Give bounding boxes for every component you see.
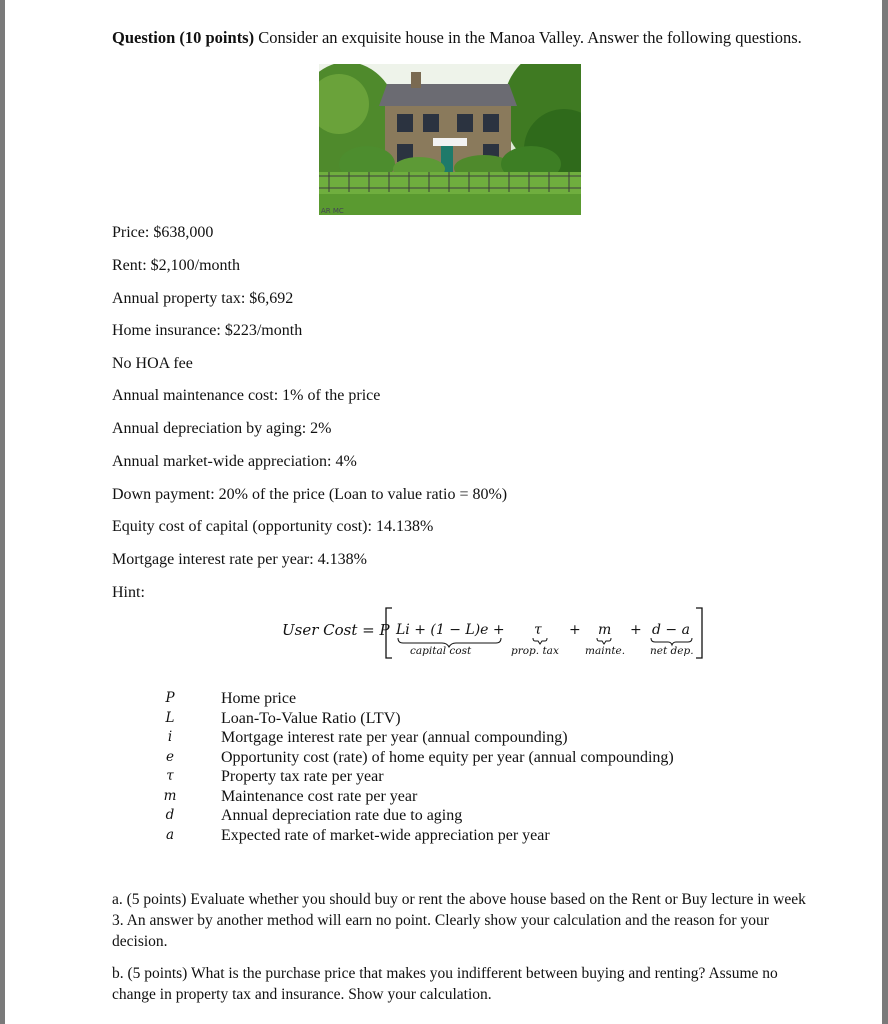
fact-down-payment: Down payment: 20% of the price (Loan to value ratio = 80%) bbox=[112, 486, 508, 503]
formula-graphic bbox=[282, 600, 712, 666]
house-illustration bbox=[319, 64, 581, 215]
question-title bbox=[112, 28, 802, 48]
definition-symbol: m bbox=[163, 787, 177, 804]
photo-watermark: AR MC bbox=[321, 207, 344, 215]
formula-lhs: User Cost = P bbox=[282, 621, 390, 639]
definition-symbol: d bbox=[165, 807, 175, 823]
fact-appreciation: Annual market-wide appreciation: 4% bbox=[112, 453, 357, 470]
underbrace-mainte bbox=[597, 638, 611, 644]
left-page-border bbox=[0, 0, 5, 1024]
question-b: b. (5 points) What is the purchase price that makes you indifferent between buying and renting? Assume no change in property tax and insurance. Show your calculation. bbox=[112, 965, 778, 1003]
formula-plus-1: + bbox=[569, 622, 581, 638]
underbrace-dep bbox=[651, 638, 692, 645]
label-mainte: mainte. bbox=[585, 645, 626, 657]
fact-price: Price: $638,000 bbox=[112, 224, 214, 241]
fact-property-tax: Annual property tax: $6,692 bbox=[112, 290, 294, 307]
house-photo bbox=[319, 64, 581, 215]
definition-symbol: i bbox=[167, 729, 173, 745]
fact-depreciation: Annual depreciation by aging: 2% bbox=[112, 420, 332, 437]
definition-text: Opportunity cost (rate) of home equity per year (annual compounding) bbox=[221, 748, 674, 766]
user-cost-formula bbox=[282, 600, 712, 666]
definition-symbol: a bbox=[165, 826, 175, 843]
question-label: Question (10 points) bbox=[112, 28, 255, 47]
fact-hoa: No HOA fee bbox=[112, 355, 193, 372]
question-a: a. (5 points) Evaluate whether you should buy or rent the above house based on the Rent or Buy lecture in week 3. An answer by another method will earn no point. Clearly show your calculation and the reason for your decision. bbox=[112, 891, 806, 950]
fact-maintenance: Annual maintenance cost: 1% of the price bbox=[112, 387, 381, 404]
definition-symbol: L bbox=[165, 709, 175, 726]
definition-text: Annual depreciation rate due to aging bbox=[221, 807, 463, 824]
underbrace-tax bbox=[533, 638, 547, 644]
definition-text: Expected rate of market-wide appreciation per year bbox=[221, 826, 550, 844]
bracket-right bbox=[696, 608, 702, 658]
definition-symbol: e bbox=[166, 748, 174, 765]
definition-text: Mortgage interest rate per year (annual compounding) bbox=[221, 729, 568, 746]
question-intro: Consider an exquisite house in the Manoa Valley. Answer the following questions. bbox=[254, 28, 802, 47]
hint-label: Hint: bbox=[112, 584, 145, 601]
formula-dep-term: d − a bbox=[652, 622, 690, 638]
definition-text: Loan-To-Value Ratio (LTV) bbox=[221, 709, 401, 727]
right-page-border bbox=[882, 0, 888, 1024]
definition-text: Home price bbox=[221, 690, 297, 707]
formula-m: m bbox=[598, 622, 612, 638]
fact-rent: Rent: $2,100/month bbox=[112, 257, 240, 274]
definition-symbol: P bbox=[165, 690, 175, 706]
definition-text: Property tax rate per year bbox=[221, 768, 384, 785]
definition-text: Maintenance cost rate per year bbox=[221, 787, 418, 805]
formula-plus-2: + bbox=[630, 622, 642, 638]
fact-mortgage-rate: Mortgage interest rate per year: 4.138% bbox=[112, 551, 368, 568]
label-prop-tax: prop. tax bbox=[511, 645, 559, 657]
definition-symbol: τ bbox=[166, 768, 174, 784]
label-net-dep: net dep. bbox=[650, 645, 694, 657]
formula-capital-term: Li + (1 − L)e + bbox=[396, 622, 505, 638]
label-capital-cost: capital cost bbox=[410, 645, 472, 657]
fact-insurance: Home insurance: $223/month bbox=[112, 322, 303, 339]
formula-tau: τ bbox=[534, 622, 542, 638]
fact-equity-cost: Equity cost of capital (opportunity cost): 14.138% bbox=[112, 518, 434, 535]
